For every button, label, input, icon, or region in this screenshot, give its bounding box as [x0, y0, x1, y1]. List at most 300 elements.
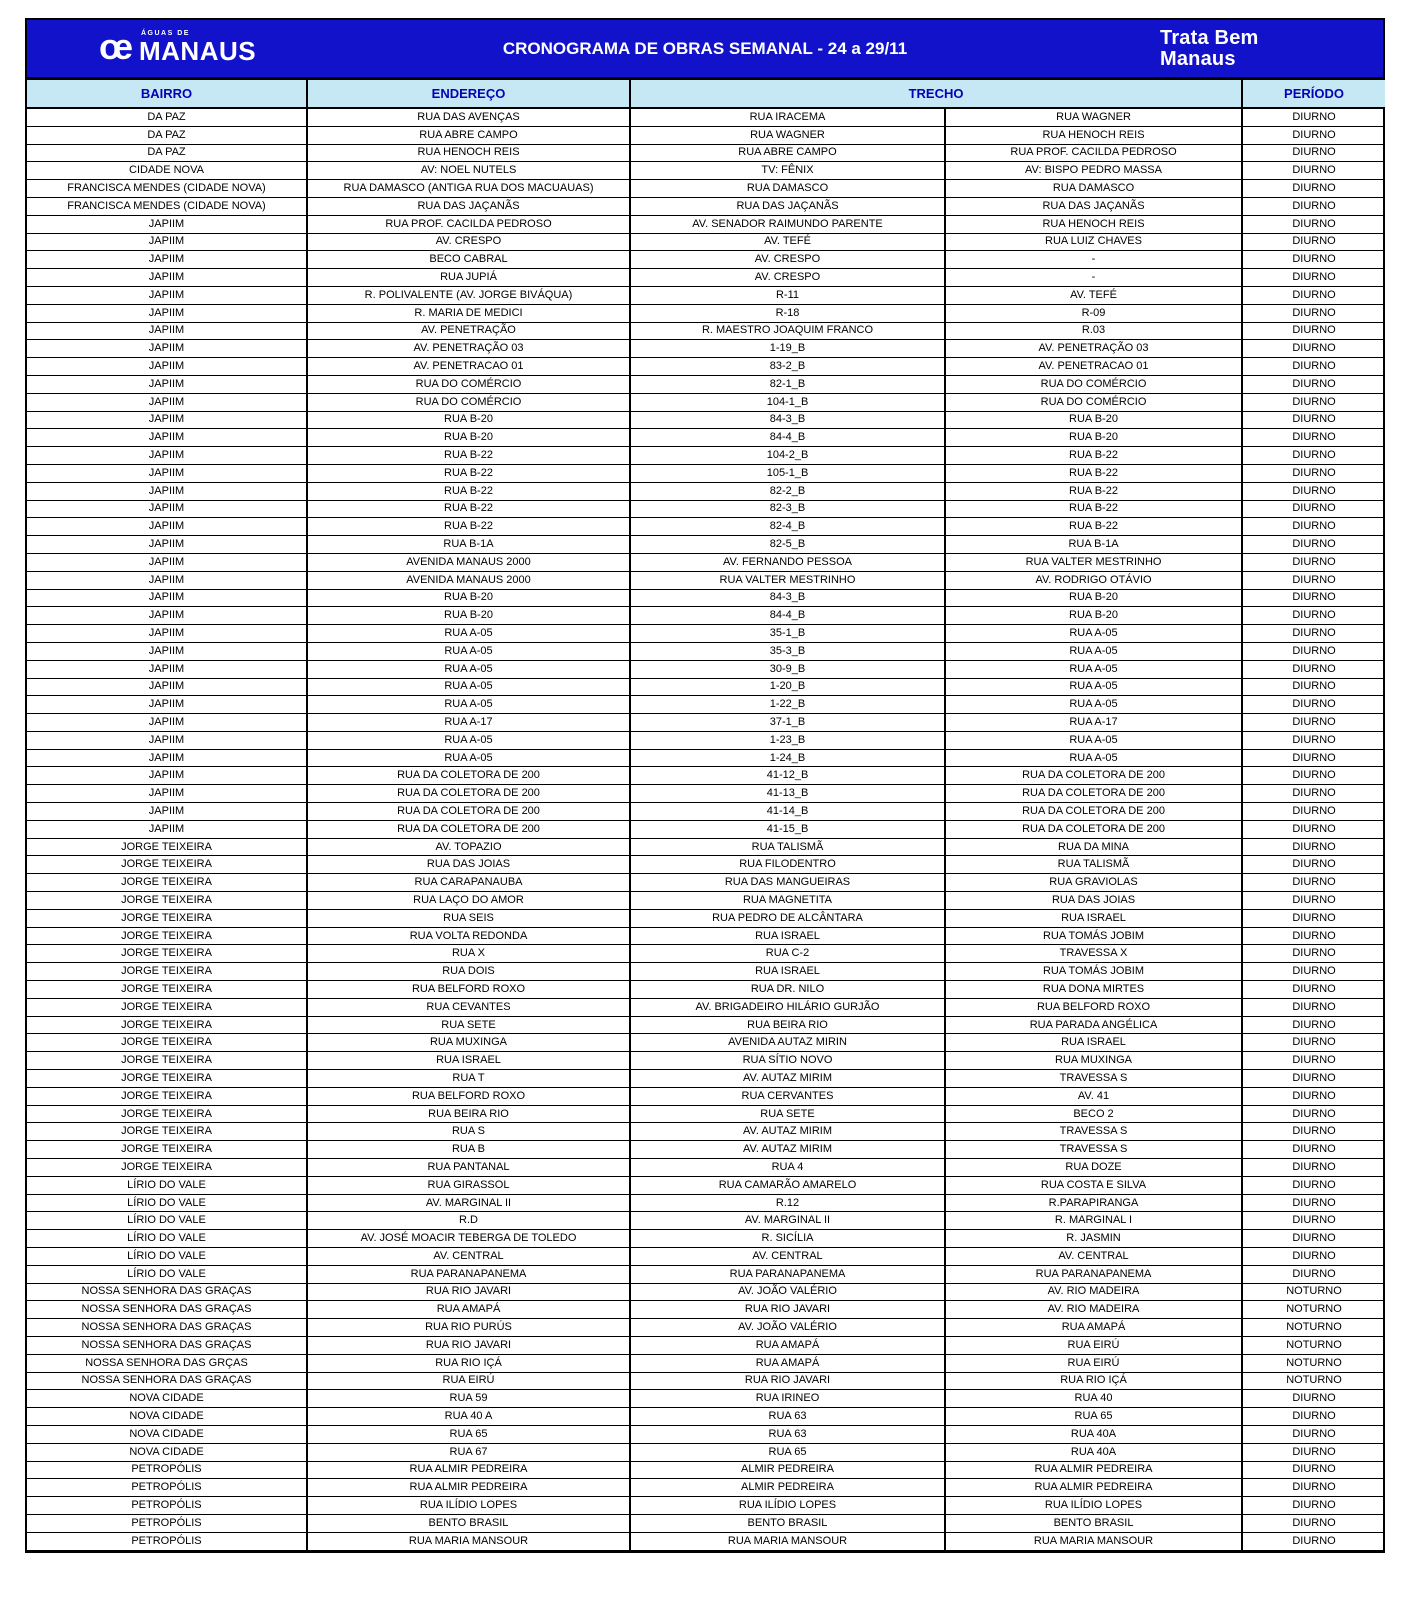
- title-banner: [27, 20, 1383, 79]
- cell-trecho-1: 104-1_B: [630, 393, 945, 411]
- cell-endereco: RUA CARAPANAUBA: [307, 874, 630, 892]
- cell-trecho-1: BENTO BRASIL: [630, 1514, 945, 1532]
- cell-periodo: DIURNO: [1242, 197, 1385, 215]
- column-header-bairro: BAIRRO: [27, 80, 307, 109]
- cell-endereco: RUA DAS AVENÇAS: [307, 108, 630, 126]
- cell-periodo: DIURNO: [1242, 322, 1385, 340]
- cell-periodo: DIURNO: [1242, 607, 1385, 625]
- cell-trecho-1: ALMIR PEDREIRA: [630, 1461, 945, 1479]
- cell-endereco: RUA PANTANAL: [307, 1159, 630, 1177]
- cell-trecho-2: AV. RIO MADEIRA: [945, 1283, 1242, 1301]
- brand-manaus-label: MANAUS: [138, 35, 257, 66]
- cell-trecho-2: RUA DA COLETORA DE 200: [945, 785, 1242, 803]
- cell-endereco: AV. CRESPO: [307, 233, 630, 251]
- cell-bairro: PETROPÓLIS: [27, 1497, 307, 1515]
- cell-trecho-2: R.PARAPIRANGA: [945, 1194, 1242, 1212]
- cell-periodo: NOTURNO: [1242, 1354, 1385, 1372]
- cell-endereco: RUA A-05: [307, 696, 630, 714]
- cell-periodo: DIURNO: [1242, 1532, 1385, 1550]
- cell-trecho-2: RUA 40A: [945, 1443, 1242, 1461]
- cell-bairro: PETROPÓLIS: [27, 1479, 307, 1497]
- cell-periodo: DIURNO: [1242, 571, 1385, 589]
- cell-bairro: JAPIIM: [27, 464, 307, 482]
- cell-bairro: NOSSA SENHORA DAS GRÇAS: [27, 1354, 307, 1372]
- cell-endereco: AV: NOEL NUTELS: [307, 162, 630, 180]
- cell-endereco: AV. PENETRAÇÃO: [307, 322, 630, 340]
- table-row: [27, 126, 1385, 144]
- cell-trecho-1: AVENIDA AUTAZ MIRIN: [630, 1034, 945, 1052]
- table-row: [27, 1319, 1385, 1337]
- cell-endereco: RUA A-05: [307, 678, 630, 696]
- cell-endereco: RUA DO COMÉRCIO: [307, 393, 630, 411]
- cell-trecho-1: 35-3_B: [630, 642, 945, 660]
- cell-periodo: DIURNO: [1242, 1159, 1385, 1177]
- cell-trecho-1: 84-3_B: [630, 589, 945, 607]
- cell-endereco: RUA S: [307, 1123, 630, 1141]
- brand-aguas-de-label: ÁGUAS DE: [140, 29, 190, 37]
- table-row: [27, 660, 1385, 678]
- works-schedule-table: [27, 79, 1385, 1551]
- cell-endereco: RUA A-05: [307, 625, 630, 643]
- cell-bairro: JORGE TEIXEIRA: [27, 1052, 307, 1070]
- cell-trecho-2: RUA ISRAEL: [945, 1034, 1242, 1052]
- cell-trecho-1: AV. MARGINAL II: [630, 1212, 945, 1230]
- cell-trecho-1: AV. SENADOR RAIMUNDO PARENTE: [630, 215, 945, 233]
- cell-periodo: DIURNO: [1242, 1034, 1385, 1052]
- cell-bairro: JORGE TEIXEIRA: [27, 856, 307, 874]
- cell-trecho-1: RUA ABRE CAMPO: [630, 144, 945, 162]
- cell-periodo: DIURNO: [1242, 1514, 1385, 1532]
- cell-bairro: JORGE TEIXEIRA: [27, 1034, 307, 1052]
- cell-bairro: JAPIIM: [27, 642, 307, 660]
- table-row: [27, 856, 1385, 874]
- cell-trecho-2: RUA LUIZ CHAVES: [945, 233, 1242, 251]
- cell-trecho-2: RUA DO COMÉRCIO: [945, 375, 1242, 393]
- cell-trecho-1: RUA BEIRA RIO: [630, 1016, 945, 1034]
- cell-trecho-2: RUA DAS JOIAS: [945, 892, 1242, 910]
- cell-trecho-1: RUA VALTER MESTRINHO: [630, 571, 945, 589]
- cell-endereco: RUA JUPIÁ: [307, 269, 630, 287]
- cell-endereco: RUA B-22: [307, 447, 630, 465]
- cell-trecho-1: 104-2_B: [630, 447, 945, 465]
- trata-bem-manaus-logo: [1160, 28, 1259, 70]
- cell-trecho-1: 84-4_B: [630, 429, 945, 447]
- cell-bairro: LÍRIO DO VALE: [27, 1176, 307, 1194]
- cell-trecho-1: AV. JOÃO VALÉRIO: [630, 1319, 945, 1337]
- cell-trecho-2: RUA MUXINGA: [945, 1052, 1242, 1070]
- cell-trecho-1: RUA AMAPÁ: [630, 1336, 945, 1354]
- cell-endereco: RUA RIO IÇÁ: [307, 1354, 630, 1372]
- cell-trecho-2: RUA TOMÁS JOBIM: [945, 927, 1242, 945]
- cell-bairro: JORGE TEIXEIRA: [27, 927, 307, 945]
- cell-periodo: DIURNO: [1242, 1016, 1385, 1034]
- table-row: [27, 144, 1385, 162]
- cell-bairro: JAPIIM: [27, 251, 307, 269]
- table-row: [27, 963, 1385, 981]
- cell-trecho-2: RUA MARIA MANSOUR: [945, 1532, 1242, 1550]
- table-row: [27, 215, 1385, 233]
- tagline-line1: Trata Bem: [1160, 27, 1259, 49]
- cell-periodo: DIURNO: [1242, 518, 1385, 536]
- table-row: [27, 1194, 1385, 1212]
- cell-periodo: DIURNO: [1242, 945, 1385, 963]
- cell-endereco: RUA B: [307, 1141, 630, 1159]
- cell-trecho-2: RUA 40: [945, 1390, 1242, 1408]
- cell-bairro: JAPIIM: [27, 714, 307, 732]
- cell-bairro: JAPIIM: [27, 518, 307, 536]
- cell-trecho-1: RUA AMAPÁ: [630, 1354, 945, 1372]
- cell-trecho-2: AV: BISPO PEDRO MASSA: [945, 162, 1242, 180]
- cell-endereco: RUA B-20: [307, 589, 630, 607]
- table-row: [27, 108, 1385, 126]
- table-row: [27, 749, 1385, 767]
- cell-endereco: RUA A-05: [307, 749, 630, 767]
- cell-trecho-1: RUA DR. NILO: [630, 981, 945, 999]
- cell-trecho-1: 82-3_B: [630, 500, 945, 518]
- cell-periodo: DIURNO: [1242, 1265, 1385, 1283]
- cell-bairro: JAPIIM: [27, 625, 307, 643]
- cell-endereco: AVENIDA MANAUS 2000: [307, 553, 630, 571]
- cell-endereco: RUA RIO JAVARI: [307, 1283, 630, 1301]
- cell-trecho-2: RUA B-1A: [945, 536, 1242, 554]
- cell-trecho-2: TRAVESSA S: [945, 1141, 1242, 1159]
- cell-trecho-2: RUA DA COLETORA DE 200: [945, 767, 1242, 785]
- cell-periodo: DIURNO: [1242, 393, 1385, 411]
- column-header-endereco: ENDEREÇO: [307, 80, 630, 109]
- cell-trecho-1: 82-2_B: [630, 482, 945, 500]
- cell-bairro: JAPIIM: [27, 785, 307, 803]
- cell-periodo: DIURNO: [1242, 767, 1385, 785]
- cell-trecho-2: RUA PROF. CACILDA PEDROSO: [945, 144, 1242, 162]
- cell-trecho-1: R.12: [630, 1194, 945, 1212]
- table-row: [27, 625, 1385, 643]
- cell-endereco: RUA 59: [307, 1390, 630, 1408]
- table-row: [27, 251, 1385, 269]
- table-row: [27, 322, 1385, 340]
- cell-trecho-2: RUA B-20: [945, 607, 1242, 625]
- cell-bairro: JAPIIM: [27, 767, 307, 785]
- cell-trecho-2: R.03: [945, 322, 1242, 340]
- table-row: [27, 1301, 1385, 1319]
- cell-endereco: RUA MARIA MANSOUR: [307, 1532, 630, 1550]
- cell-trecho-1: 1-20_B: [630, 678, 945, 696]
- cell-trecho-1: RUA 63: [630, 1408, 945, 1426]
- table-row: [27, 286, 1385, 304]
- table-row: [27, 909, 1385, 927]
- cell-periodo: DIURNO: [1242, 215, 1385, 233]
- table-row: [27, 1230, 1385, 1248]
- cell-endereco: BENTO BRASIL: [307, 1514, 630, 1532]
- cell-bairro: JORGE TEIXEIRA: [27, 909, 307, 927]
- cell-trecho-1: 35-1_B: [630, 625, 945, 643]
- cell-periodo: DIURNO: [1242, 1408, 1385, 1426]
- cell-trecho-2: AV. CENTRAL: [945, 1248, 1242, 1266]
- table-row: [27, 1016, 1385, 1034]
- table-row: [27, 1248, 1385, 1266]
- cell-endereco: RUA A-17: [307, 714, 630, 732]
- cell-bairro: NOSSA SENHORA DAS GRAÇAS: [27, 1336, 307, 1354]
- cell-bairro: JAPIIM: [27, 215, 307, 233]
- table-row: [27, 678, 1385, 696]
- cell-endereco: RUA DOIS: [307, 963, 630, 981]
- cell-trecho-2: RUA DAMASCO: [945, 180, 1242, 198]
- table-row: [27, 1354, 1385, 1372]
- cell-trecho-2: RUA A-05: [945, 731, 1242, 749]
- cell-trecho-2: RUA HENOCH REIS: [945, 126, 1242, 144]
- cell-periodo: DIURNO: [1242, 1176, 1385, 1194]
- cell-bairro: JAPIIM: [27, 447, 307, 465]
- table-row: [27, 553, 1385, 571]
- cell-periodo: DIURNO: [1242, 286, 1385, 304]
- table-row: [27, 269, 1385, 287]
- cell-periodo: DIURNO: [1242, 180, 1385, 198]
- cell-trecho-2: RUA HENOCH REIS: [945, 215, 1242, 233]
- cell-trecho-2: RUA DAS JAÇANÃS: [945, 197, 1242, 215]
- table-row: [27, 304, 1385, 322]
- cell-trecho-2: RUA RIO IÇÁ: [945, 1372, 1242, 1390]
- cell-trecho-2: RUA WAGNER: [945, 108, 1242, 126]
- cell-bairro: LÍRIO DO VALE: [27, 1230, 307, 1248]
- cell-endereco: RUA DAS JOIAS: [307, 856, 630, 874]
- table-row: [27, 1105, 1385, 1123]
- cell-bairro: JORGE TEIXEIRA: [27, 838, 307, 856]
- cell-trecho-1: RUA IRINEO: [630, 1390, 945, 1408]
- cell-trecho-1: AV. TEFÉ: [630, 233, 945, 251]
- cell-trecho-2: RUA EIRÚ: [945, 1354, 1242, 1372]
- cell-trecho-2: RUA PARADA ANGÉLICA: [945, 1016, 1242, 1034]
- cell-trecho-2: RUA ILÍDIO LOPES: [945, 1497, 1242, 1515]
- cell-trecho-1: 83-2_B: [630, 358, 945, 376]
- cell-trecho-1: 84-3_B: [630, 411, 945, 429]
- table-row: [27, 1336, 1385, 1354]
- cell-endereco: RUA X: [307, 945, 630, 963]
- cell-periodo: DIURNO: [1242, 981, 1385, 999]
- table-row: [27, 411, 1385, 429]
- table-row: [27, 464, 1385, 482]
- cell-trecho-2: RUA A-05: [945, 696, 1242, 714]
- cell-periodo: DIURNO: [1242, 963, 1385, 981]
- cell-bairro: NOSSA SENHORA DAS GRAÇAS: [27, 1301, 307, 1319]
- table-row: [27, 838, 1385, 856]
- cell-trecho-1: AV. AUTAZ MIRIM: [630, 1070, 945, 1088]
- cell-trecho-1: AV. CRESPO: [630, 269, 945, 287]
- cell-trecho-1: RUA C-2: [630, 945, 945, 963]
- cell-bairro: CIDADE NOVA: [27, 162, 307, 180]
- cell-trecho-2: RUA A-05: [945, 660, 1242, 678]
- table-row: [27, 767, 1385, 785]
- table-row: [27, 892, 1385, 910]
- table-row: [27, 500, 1385, 518]
- table-row: [27, 1123, 1385, 1141]
- cell-endereco: AV. MARGINAL II: [307, 1194, 630, 1212]
- cell-trecho-2: AV. 41: [945, 1087, 1242, 1105]
- cell-bairro: JAPIIM: [27, 536, 307, 554]
- cell-periodo: NOTURNO: [1242, 1283, 1385, 1301]
- cell-bairro: JAPIIM: [27, 500, 307, 518]
- schedule-sheet: [25, 18, 1385, 1553]
- cell-bairro: JAPIIM: [27, 286, 307, 304]
- cell-periodo: NOTURNO: [1242, 1301, 1385, 1319]
- cell-trecho-1: RUA PARANAPANEMA: [630, 1265, 945, 1283]
- cell-endereco: RUA ALMIR PEDREIRA: [307, 1461, 630, 1479]
- cell-bairro: JAPIIM: [27, 678, 307, 696]
- cell-periodo: DIURNO: [1242, 1141, 1385, 1159]
- cell-trecho-2: RUA ISRAEL: [945, 909, 1242, 927]
- cell-bairro: JAPIIM: [27, 660, 307, 678]
- table-row: [27, 714, 1385, 732]
- cell-bairro: JAPIIM: [27, 304, 307, 322]
- cell-periodo: DIURNO: [1242, 304, 1385, 322]
- cell-endereco: AV. PENETRAÇÃO 03: [307, 340, 630, 358]
- cell-trecho-1: RUA 63: [630, 1425, 945, 1443]
- cell-trecho-1: 82-4_B: [630, 518, 945, 536]
- cell-endereco: RUA SETE: [307, 1016, 630, 1034]
- cell-trecho-1: AV. JOÃO VALÉRIO: [630, 1283, 945, 1301]
- cell-periodo: DIURNO: [1242, 553, 1385, 571]
- cell-trecho-2: RUA B-20: [945, 411, 1242, 429]
- cell-endereco: RUA ABRE CAMPO: [307, 126, 630, 144]
- table-row: [27, 785, 1385, 803]
- cell-bairro: JAPIIM: [27, 340, 307, 358]
- table-row: [27, 393, 1385, 411]
- cell-periodo: DIURNO: [1242, 233, 1385, 251]
- table-row: [27, 1514, 1385, 1532]
- cell-endereco: AV. JOSÉ MOACIR TEBERGA DE TOLEDO: [307, 1230, 630, 1248]
- cell-trecho-2: TRAVESSA S: [945, 1123, 1242, 1141]
- cell-trecho-2: -: [945, 269, 1242, 287]
- table-row: [27, 375, 1385, 393]
- cell-bairro: JAPIIM: [27, 269, 307, 287]
- cell-periodo: DIURNO: [1242, 536, 1385, 554]
- cell-trecho-2: RUA COSTA E SILVA: [945, 1176, 1242, 1194]
- cell-endereco: RUA BEIRA RIO: [307, 1105, 630, 1123]
- table-header-row: [27, 80, 1385, 109]
- cell-trecho-1: RUA ISRAEL: [630, 927, 945, 945]
- cell-bairro: JORGE TEIXEIRA: [27, 981, 307, 999]
- cell-periodo: DIURNO: [1242, 162, 1385, 180]
- cell-trecho-1: RUA 65: [630, 1443, 945, 1461]
- cell-trecho-1: RUA 4: [630, 1159, 945, 1177]
- cell-trecho-2: RUA BELFORD ROXO: [945, 998, 1242, 1016]
- cell-trecho-1: AV. BRIGADEIRO HILÁRIO GURJÃO: [630, 998, 945, 1016]
- cell-trecho-2: RUA ALMIR PEDREIRA: [945, 1461, 1242, 1479]
- cell-bairro: NOVA CIDADE: [27, 1443, 307, 1461]
- cell-endereco: R. MARIA DE MEDICI: [307, 304, 630, 322]
- cell-endereco: RUA B-20: [307, 429, 630, 447]
- cell-bairro: JORGE TEIXEIRA: [27, 998, 307, 1016]
- table-row: [27, 1034, 1385, 1052]
- cell-trecho-2: -: [945, 251, 1242, 269]
- cell-periodo: DIURNO: [1242, 1479, 1385, 1497]
- cell-endereco: RUA BELFORD ROXO: [307, 981, 630, 999]
- cell-bairro: JORGE TEIXEIRA: [27, 1087, 307, 1105]
- cell-endereco: RUA VOLTA REDONDA: [307, 927, 630, 945]
- cell-bairro: JORGE TEIXEIRA: [27, 963, 307, 981]
- cell-endereco: RUA RIO PURÚS: [307, 1319, 630, 1337]
- cell-endereco: RUA SEIS: [307, 909, 630, 927]
- table-row: [27, 447, 1385, 465]
- table-row: [27, 1159, 1385, 1177]
- cell-endereco: RUA GIRASSOL: [307, 1176, 630, 1194]
- cell-bairro: DA PAZ: [27, 126, 307, 144]
- cell-bairro: JAPIIM: [27, 482, 307, 500]
- cell-trecho-1: 84-4_B: [630, 607, 945, 625]
- cell-periodo: DIURNO: [1242, 375, 1385, 393]
- cell-endereco: RUA T: [307, 1070, 630, 1088]
- table-row: [27, 536, 1385, 554]
- cell-trecho-2: TRAVESSA S: [945, 1070, 1242, 1088]
- cell-trecho-1: AV. AUTAZ MIRIM: [630, 1141, 945, 1159]
- table-row: [27, 1479, 1385, 1497]
- cell-endereco: RUA MUXINGA: [307, 1034, 630, 1052]
- cell-bairro: DA PAZ: [27, 108, 307, 126]
- cell-periodo: DIURNO: [1242, 1105, 1385, 1123]
- cell-endereco: RUA DAMASCO (ANTIGA RUA DOS MACUAUAS): [307, 180, 630, 198]
- cell-periodo: DIURNO: [1242, 714, 1385, 732]
- cell-trecho-1: RUA TALISMÃ: [630, 838, 945, 856]
- cell-endereco: RUA DA COLETORA DE 200: [307, 767, 630, 785]
- column-header-periodo: PERÍODO: [1242, 80, 1385, 109]
- cell-trecho-1: 82-1_B: [630, 375, 945, 393]
- cell-bairro: JAPIIM: [27, 749, 307, 767]
- cell-periodo: NOTURNO: [1242, 1319, 1385, 1337]
- cell-trecho-2: RUA PARANAPANEMA: [945, 1265, 1242, 1283]
- cell-trecho-2: AV. PENETRAÇÃO 03: [945, 340, 1242, 358]
- cell-trecho-2: RUA DA MINA: [945, 838, 1242, 856]
- cell-periodo: DIURNO: [1242, 820, 1385, 838]
- cell-endereco: RUA DA COLETORA DE 200: [307, 820, 630, 838]
- cell-periodo: DIURNO: [1242, 1123, 1385, 1141]
- cell-endereco: RUA B-20: [307, 607, 630, 625]
- cell-bairro: JORGE TEIXEIRA: [27, 1070, 307, 1088]
- table-row: [27, 518, 1385, 536]
- cell-bairro: JORGE TEIXEIRA: [27, 1105, 307, 1123]
- cell-endereco: RUA RIO JAVARI: [307, 1336, 630, 1354]
- cell-trecho-2: RUA B-22: [945, 482, 1242, 500]
- cell-bairro: JAPIIM: [27, 820, 307, 838]
- cell-bairro: JAPIIM: [27, 696, 307, 714]
- cell-trecho-1: 41-13_B: [630, 785, 945, 803]
- table-row: [27, 1087, 1385, 1105]
- cell-bairro: JAPIIM: [27, 233, 307, 251]
- table-row: [27, 1372, 1385, 1390]
- cell-periodo: DIURNO: [1242, 642, 1385, 660]
- cell-endereco: R. POLIVALENTE (AV. JORGE BIVÁQUA): [307, 286, 630, 304]
- cell-trecho-2: RUA DOZE: [945, 1159, 1242, 1177]
- table-row: [27, 589, 1385, 607]
- cell-bairro: JAPIIM: [27, 553, 307, 571]
- cell-bairro: NOSSA SENHORA DAS GRAÇAS: [27, 1283, 307, 1301]
- cell-periodo: DIURNO: [1242, 1248, 1385, 1266]
- cell-periodo: DIURNO: [1242, 678, 1385, 696]
- cell-endereco: RUA ILÍDIO LOPES: [307, 1497, 630, 1515]
- table-row: [27, 571, 1385, 589]
- cell-bairro: JAPIIM: [27, 375, 307, 393]
- cell-endereco: RUA EIRÚ: [307, 1372, 630, 1390]
- cell-periodo: NOTURNO: [1242, 1336, 1385, 1354]
- cell-trecho-2: RUA DA COLETORA DE 200: [945, 820, 1242, 838]
- cell-trecho-2: RUA DA COLETORA DE 200: [945, 803, 1242, 821]
- cell-endereco: RUA 40 A: [307, 1408, 630, 1426]
- cell-endereco: RUA A-05: [307, 660, 630, 678]
- table-row: [27, 180, 1385, 198]
- cell-endereco: RUA DA COLETORA DE 200: [307, 803, 630, 821]
- cell-trecho-2: RUA DO COMÉRCIO: [945, 393, 1242, 411]
- cell-bairro: NOSSA SENHORA DAS GRAÇAS: [27, 1319, 307, 1337]
- cell-trecho-1: 1-23_B: [630, 731, 945, 749]
- cell-trecho-2: AV. PENETRACAO 01: [945, 358, 1242, 376]
- cell-periodo: DIURNO: [1242, 144, 1385, 162]
